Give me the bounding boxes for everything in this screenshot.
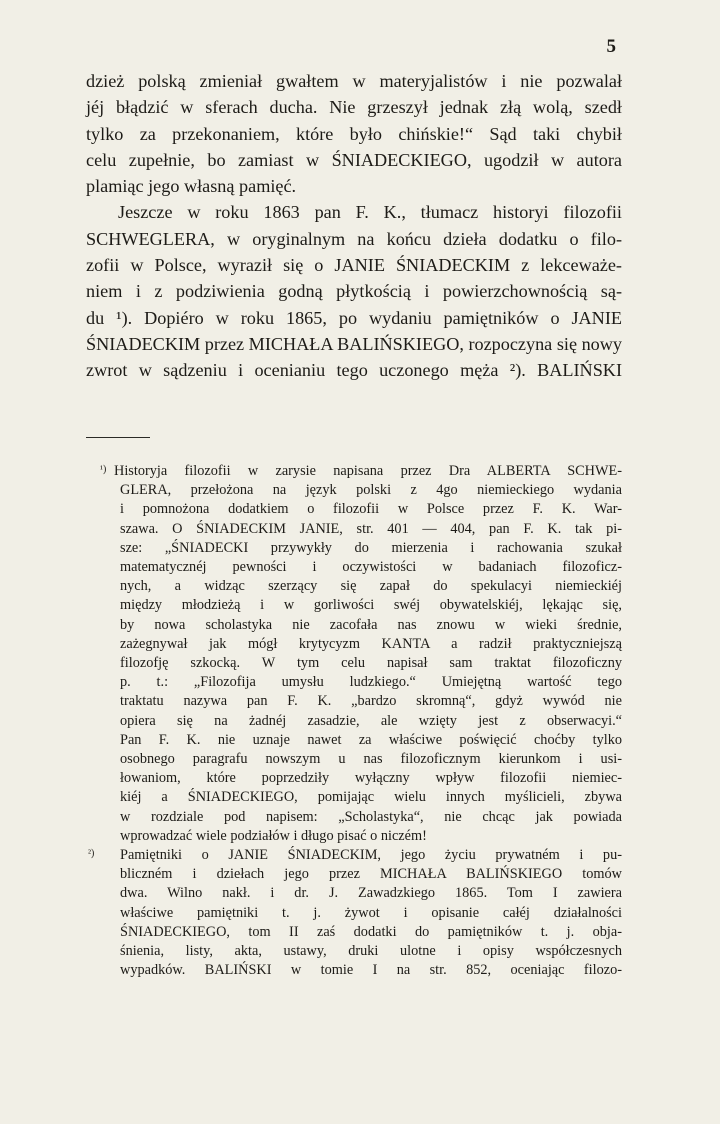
footnote-line: śnienia, listy, akta, ustawy, druki ulotne i opisy współczesnych [120, 943, 622, 960]
footnote-marker: ¹) [100, 464, 107, 475]
footnote-line: opiera się na żadnéj zasadzie, ale wzięty jest z obserwacyi.“ [120, 712, 622, 729]
text-line: zofii w Polsce, wyraził się o JANIE ŚNIADECKIM z lekceważe- [86, 255, 622, 276]
footnote-line: łowaniom, które poprzedziły wyłączny wpływ filozofii niemiec- [120, 770, 622, 787]
footnote-line: by nowa scholastyka nie zacofała nas znowu w wieki średnie, [120, 616, 622, 633]
footnote-line: GLERA, przełożona na język polski z 4go niemieckiego wydania [120, 482, 622, 499]
footnote-line: ŚNIADECKIEGO, tom II zaś dodatki do pamiętników t. j. obja- [120, 923, 622, 940]
text-line: ŚNIADECKIM przez MICHAŁA BALIŃSKIEGO, rozpoczyna się nowy [86, 333, 622, 354]
footnote-line: matematycznéj pewności i oczywistości w badaniach filozoficz- [120, 559, 622, 576]
footnote-line: szawa. O ŚNIADECKIM JANIE, str. 401 — 404, pan F. K. tak pi- [120, 520, 622, 537]
text-line: dzież polską zmieniał gwałtem w materyjalistów i nie pozwalał [86, 71, 622, 91]
footnote-line: nych, a widząc szerzący się zapał do spekulacyi niemieckiéj [120, 578, 622, 595]
footnote-line: sze: „ŚNIADECKI przywykły do mierzenia i rachowania szukał [120, 539, 622, 556]
footnote-line: właściwe pamiętniki t. j. żywot i opisanie całéj działalności [120, 904, 622, 921]
footnote-line: bliczném i dziełach jego przez MICHAŁA BALIŃSKIEGO tomów [120, 866, 622, 883]
text-line: niem i z podziwienia godną płytkością i powierzchownością są- [86, 281, 622, 302]
footnote-line: dwa. Wilno nakł. i dr. J. Zawadzkiego 1865. Tom I zawiera [120, 885, 622, 902]
footnote-line: zażegnywał jak mógł krytycyzm KANTA a radził praktyczniejszą [120, 635, 622, 652]
main-text [86, 68, 622, 384]
footnote-line: w rozdziale pod napisem: „Scholastyka“, nie chcąc jak powiada [120, 808, 622, 825]
footnote-line: Pamiętniki o JANIE ŚNIADECKIM, jego życiu prywatném i pu- [120, 847, 622, 864]
footnote-line: filozofję szkocką. W tym celu napisał sam traktat filozoficzny [120, 655, 622, 672]
footnote-2 [86, 846, 622, 980]
footnote-line: między młodzieżą i w gorliwości swéj obywatelskiéj, lękając się, [120, 597, 622, 614]
footnote-1 [86, 462, 622, 846]
text-line: tylko za przekonaniem, które było chińskie!“ Sąd taki chybił [86, 123, 622, 144]
footnote-line: osobnego paragrafu nowszym u nas filozoficznym kierunkom i usi- [120, 751, 622, 768]
footnote-line: wprowadzać wiele podziałów i długo pisać o niczém! [120, 827, 427, 844]
footnote-marker: ²) [88, 848, 95, 860]
footnote-line: Historyja filozofii w zarysie napisana przez Dra ALBERTA SCHWE- [114, 463, 622, 479]
footnote-line: Pan F. K. nie uznaje nawet za właściwe poświęcić choćby tylko [120, 731, 622, 748]
text-line: Jeszcze w roku 1863 pan F. K., tłumacz historyi filozofii [118, 202, 622, 223]
text-line: zwrot w sądzeniu i ocenianiu tego uczonego męża ²). BALIŃSKI [86, 360, 622, 381]
text-line: du ¹). Dopiéro w roku 1865, po wydaniu pamiętników o JANIE [86, 307, 622, 328]
footnote-separator [86, 437, 150, 438]
text-line: SCHWEGLERA, w oryginalnym na końcu dzieła dodatku o filo- [86, 228, 622, 249]
text-line: plamiąc jego własną pamięć. [86, 176, 297, 197]
footnote-line: i pomnożona dodatkiem o filozofii w Polsce przez F. K. War- [120, 501, 622, 518]
text-line: jéj błądzić w sferach ducha. Nie grzeszył jednak złą wolą, szedł [86, 97, 622, 118]
page-number: 5 [606, 36, 616, 57]
footnote-line: kiéj a ŚNIADECKIEGO, pomijając wielu innych myślicieli, zbywa [120, 789, 622, 806]
footnote-line: traktatu nazywa pan F. K. „bardzo skromną“, gdyż wywód nie [120, 693, 622, 710]
footnote-line: p. t.: „Filozofija umysłu ludzkiego.“ Umiejętną wartość tego [120, 674, 622, 691]
footnotes [86, 462, 622, 980]
text-line: celu zupełnie, bo zamiast w ŚNIADECKIEGO, ugodził w autora [86, 149, 622, 170]
footnote-line: wypadków. BALIŃSKI w tomie I na str. 852, oceniając filozo- [120, 962, 622, 979]
